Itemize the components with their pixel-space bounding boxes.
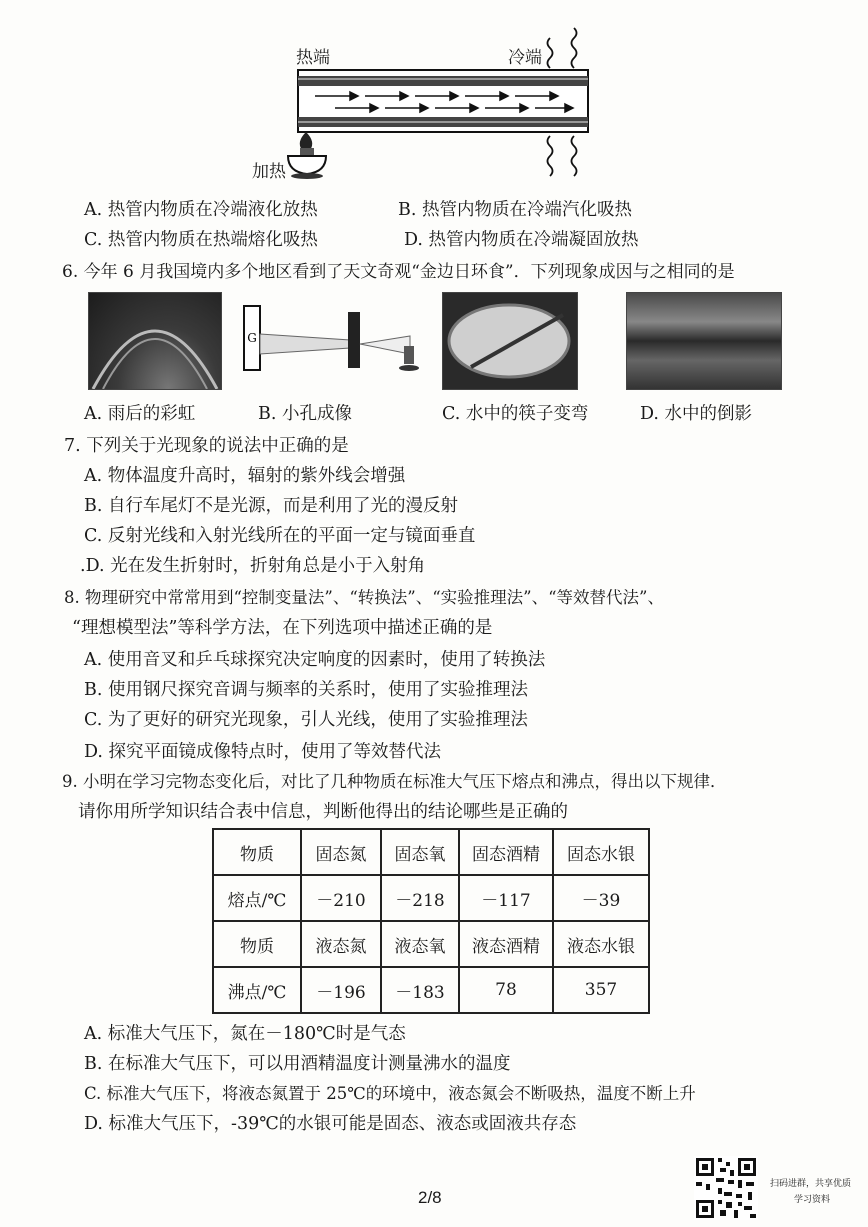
q9-option-b: B. 在标准大气压下，可以用酒精温度计测量沸水的温度: [84, 1054, 511, 1074]
table-cell: 78: [459, 967, 553, 1013]
rainbow-arc-icon: [89, 293, 221, 389]
qr-code-svg: [694, 1156, 758, 1220]
table-cell: 液态氧: [381, 921, 459, 967]
table-cell: －196: [301, 967, 381, 1013]
table-cell: 物质: [213, 829, 301, 875]
q8-stem-line1: 8. 物理研究中常常用到“控制变量法”、“转换法”、“实验推理法”、“等效替代法”、: [64, 588, 664, 607]
q7-option-c: C. 反射光线和入射光线所在的平面一定与镜面垂直: [84, 526, 476, 546]
label-cold-end: 冷端: [508, 48, 542, 68]
table-cell: －39: [553, 875, 649, 921]
table-cell: －183: [381, 967, 459, 1013]
table-cell: 液态酒精: [459, 921, 553, 967]
qr-caption-line1: 扫码进群，共享优质: [770, 1178, 852, 1188]
table-cell: 固态水银: [553, 829, 649, 875]
q6-option-a: A. 雨后的彩虹: [84, 404, 196, 424]
label-heat: 加热: [252, 162, 286, 182]
q6-option-c: C. 水中的筷子变弯: [442, 404, 589, 424]
table-cell: －210: [301, 875, 381, 921]
chopstick-bowl-icon: [443, 293, 577, 389]
q7-option-d: .D. 光在发生折射时，折射角总是小于入射角: [80, 556, 426, 576]
table-row: [213, 829, 649, 875]
qr-caption-line2: 学习资料: [794, 1194, 831, 1204]
q6-option-d: D. 水中的倒影: [640, 404, 753, 424]
q6-option-b: B. 小孔成像: [258, 404, 352, 424]
table-cell: 固态氮: [301, 829, 381, 875]
table-cell: －117: [459, 875, 553, 921]
pinhole-svg: [240, 294, 430, 384]
qr-code-icon[interactable]: [694, 1156, 758, 1220]
q7-option-b: B. 自行车尾灯不是光源，而是利用了光的漫反射: [84, 496, 458, 516]
q5-option-d: D. 热管内物质在冷端凝固放热: [404, 230, 639, 250]
q5-option-b: B. 热管内物质在冷端汽化吸热: [398, 200, 632, 220]
q5-option-a: A. 热管内物质在冷端液化放热: [84, 200, 318, 220]
q7-option-a: A. 物体温度升高时，辐射的紫外线会增强: [84, 466, 406, 486]
table-cell: 固态酒精: [459, 829, 553, 875]
table-cell: 固态氧: [381, 829, 459, 875]
q9-option-a: A. 标准大气压下，氮在－180℃时是气态: [84, 1024, 406, 1044]
rainbow-photo: [88, 292, 222, 390]
q8-stem-line2: “理想模型法”等科学方法，在下列选项中描述正确的是: [72, 618, 493, 638]
q9-stem-line2: 请你用所学知识结合表中信息，判断他得出的结论哪些是正确的: [78, 802, 568, 822]
table-row: [213, 875, 649, 921]
melting-boiling-table: [212, 828, 650, 1014]
table-cell: －218: [381, 875, 459, 921]
page-number: 2/8: [418, 1188, 442, 1207]
q9-option-d: D. 标准大气压下，-39℃的水银可能是固态、液态或固液共存态: [84, 1114, 577, 1134]
table-cell: 熔点/℃: [213, 875, 301, 921]
table-cell: 液态氮: [301, 921, 381, 967]
label-hot-end: 热端: [296, 48, 330, 68]
alcohol-lamp-icon: [288, 132, 326, 179]
table-cell: 物质: [213, 921, 301, 967]
table-cell: 液态水银: [553, 921, 649, 967]
q8-option-a: A. 使用音叉和乒乓球探究决定响度的因素时，使用了转换法: [84, 650, 546, 670]
table-row: [213, 967, 649, 1013]
q5-option-c: C. 热管内物质在热端熔化吸热: [84, 230, 318, 250]
svg-text:G: G: [247, 331, 257, 345]
chopsticks-photo: [442, 292, 578, 390]
q7-stem: 7. 下列关于光现象的说法中正确的是: [64, 436, 349, 456]
pinhole-imaging-diagram: [240, 294, 430, 384]
table-cell: 357: [553, 967, 649, 1013]
table-cell: 沸点/℃: [213, 967, 301, 1013]
water-reflection-photo: [626, 292, 782, 390]
q8-option-b: B. 使用钢尺探究音调与频率的关系时，使用了实验推理法: [84, 680, 528, 700]
q6-stem: 6. 今年 6 月我国境内多个地区看到了天文奇观“金边日环食”．下列现象成因与之相同的是: [62, 262, 735, 282]
q8-option-d: D. 探究平面镜成像特点时，使用了等效替代法: [84, 742, 442, 762]
q9-stem-line1: 9. 小明在学习完物态变化后，对比了几种物质在标准大气压下熔点和沸点，得出以下规律．: [62, 772, 727, 791]
q9-option-c: C. 标准大气压下，将液态氮置于 25℃的环境中，液态氮会不断吸热，温度不断上升: [84, 1084, 696, 1103]
q8-option-c: C. 为了更好的研究光现象，引人光线，使用了实验推理法: [84, 710, 528, 730]
table-row: [213, 921, 649, 967]
